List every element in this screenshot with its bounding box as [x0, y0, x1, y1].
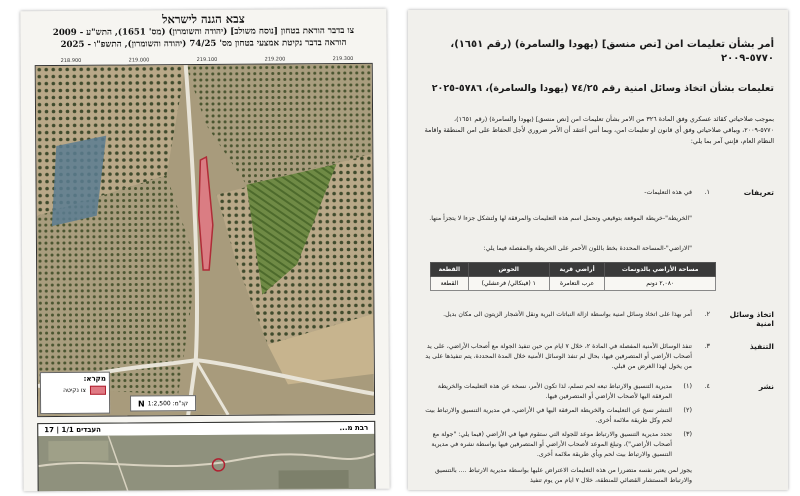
table-cell: عرب التعامرة: [549, 277, 605, 291]
publication-item-text: تحدد مديرية التنسيق والارتباط موعد للجولة التي ستقوم فيها في الأراضي (فيما يلي: "جولة مع أصحاب الأراضي")، وتبلغ الموعد لأصحاب الأراضي أو المتصرفين فيها بواسطة نشره في مديرية التنسيق والارتباط بيت لحم وبأي طريقة ملائمة أخرى.: [431, 431, 672, 458]
item-number: (٣): [683, 430, 692, 438]
lands-table: [430, 262, 716, 291]
measures-text: أمر بهذا على اتخاذ وسائل امنية بواسطة ازالة النباتات البرية ونقل الأشجار الزيتون الى مكان بديل.: [443, 311, 692, 318]
table-header: الحوض: [468, 263, 549, 277]
section-label-execution: التنفيذ: [749, 342, 774, 351]
definitions-text: في هذه التعليمات-: [644, 189, 692, 196]
order-subtitle: تعليمات بشأن اتخاذ وسائل امنية رقم ٧٤/٢٥ (يهودا والسامرة)، ٥٧٨٦-٢٠٢٥: [431, 83, 774, 94]
objection-text: يجوز لمن يعتبر نفسه متضررا من هذه التعليمات الاعتراض عليها بواسطة مديرية الارتباط .... بالتنسيق والارتباط المستشار القضائي للمنطقة، خلال ٧ ايام من يوم تنفيذ: [434, 467, 692, 484]
text-order-document: [408, 10, 788, 490]
section-number: ٢.: [704, 310, 710, 318]
table-header: أراضي قرية: [549, 263, 605, 277]
item-number: (١): [683, 382, 692, 390]
legend-swatch: [90, 386, 106, 395]
execution-text: تنفذ الوسائل الأمنية المفصلة في المادة ٢، خلال ٧ ايام من حين تنفيذ الجولة مع أصحاب الأراضي، على يد أصحاب الأراضي أو المتصرفين فيها، بحال لم تنفذ الوسائل الأمنية خلال المدة المحددة، يتم تنفيذها على يد من يخول لهذا الغرض من قبلي.: [425, 343, 692, 370]
section-number: ٤.: [704, 382, 710, 390]
legend-row: [41, 385, 109, 396]
map-order-document: [20, 9, 389, 492]
order-org-title: צבא הגנה לישראל: [161, 11, 245, 27]
table-cell: ١ (فينكالي/ فرعشلي): [468, 277, 549, 291]
publication-item-text: مديرية التنسيق والارتباط تبعه لحم تسلم، لذا تكون الأمر، نسخة عن هذه التعليمات والخريطة المرفقة اليها لأصحاب الأراضي أو المتصرفين فيها.: [437, 383, 672, 400]
coord-label: 218.900: [60, 57, 82, 65]
section-number: ١.: [704, 188, 710, 196]
order-title: أمر بشأن تعليمات امن [نص منسق] (يهودا والسامرة) (رقم ١٦٥١)، ٥٧٧٠-٢٠٠٩: [450, 39, 774, 64]
coord-label: 219.100: [196, 56, 218, 64]
north-arrow-icon: N: [137, 398, 145, 408]
legend-label: צו נקיטה: [63, 386, 87, 394]
coord-label: 219.300: [332, 55, 354, 63]
aerial-map-image: [36, 64, 374, 416]
table-header: مساحة الأراضي بالدونمات: [605, 263, 716, 277]
section-label-definitions: تعريفات: [743, 188, 774, 197]
section-number: ٣.: [704, 342, 710, 350]
coord-label: 219.200: [264, 56, 286, 63]
item-number: (٢): [683, 406, 692, 414]
table-header: القطعة: [431, 263, 469, 277]
section-label-publication: نشر: [758, 382, 774, 391]
order-line-1: צו בדבר הוראת בטחון [נוסח משולב] (יהודה והשומרון) (מס' 1651), התש"ע - 2009: [52, 25, 355, 39]
table-cell: القطعة: [431, 277, 469, 291]
table-row: [431, 277, 716, 291]
table-header-row: [431, 263, 716, 277]
locator-map-image: [38, 434, 374, 491]
order-line-2: הוראה בדבר נקיטת אמצעי בטחון מס' 74/25 (יהודה והשומרון), התשפ"ו - 2025: [60, 38, 347, 51]
map-order-header: [20, 11, 386, 52]
map-definition: "الخريطة"-خريطة الموقعة بتوقيعي وتحمل اسم هذه التعليمات والمرفقة لها ولتشكل جزءا لا يتجزأ منها.: [429, 215, 692, 222]
map-scale: [130, 395, 196, 411]
locator-label-right: רבת מ...: [339, 423, 369, 433]
order-intro: بموجب صلاحياتي كقائد عسكري وفق المادة ٣٢٦ من الامر بشأن تعليمات امن [نص منسق] (يهودا والسامرة) (رقم ١٦٥١)، ٥٧٧٠-٢٠٠٩، وبباقي صلاحياتي وفق أي قانون او تعليمات امن، وبما أنني أعتقد أن الأمر ضروري لأجل الحفاظ على امن المنطقة واقامة النظام العام، فإنني آمر بما يلي:: [424, 115, 774, 145]
section-label-measures: اتخاذ وسائل امنية: [729, 310, 774, 328]
scale-label: קנ"מ: 1:2,500: [147, 399, 189, 407]
locator-label-left: העבדים 1/1 | 17: [44, 425, 102, 435]
table-cell: ٢,٠٨٠ دونم: [605, 277, 716, 291]
aerial-map: [35, 63, 375, 417]
publication-item-text: التنشر نسخ عن التعليمات والخريطة المرفقة اليها في الأراضي، في مديرية التنسيق والارتباط بيت لحم وكل طريقة ملائمة أخرى.: [425, 407, 672, 424]
locator-map: [37, 421, 375, 491]
lands-definition: "الاراضي"-المساحة المحددة بخط باللون الأحمر على الخريطة والمفصلة فيما يلي:: [483, 245, 692, 252]
map-legend: [40, 372, 110, 414]
coord-label: 219.000: [128, 57, 150, 64]
legend-title: מקרא:: [83, 374, 106, 383]
